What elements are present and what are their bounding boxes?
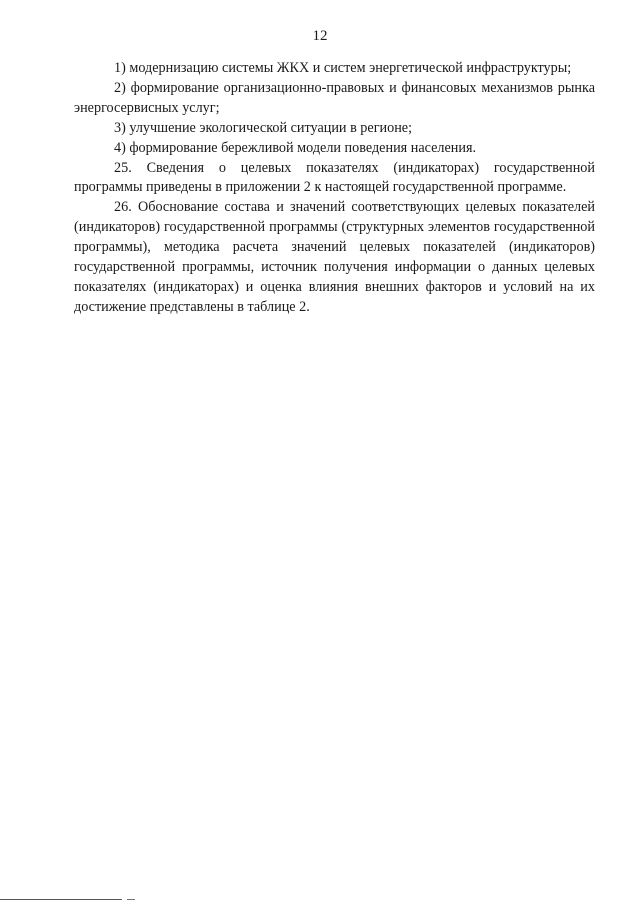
paragraph-25: 25. Сведения о целевых показателях (индикаторах) государственной программы приведены в приложении 2 к настоящей государственной программе. bbox=[74, 159, 595, 196]
page-number: 12 bbox=[312, 28, 328, 44]
paragraph-26: 26. Обоснование состава и значений соответствующих целевых показателей (индикаторов) государственной программы (структурных элементов государственной программы), методика расчета значений целевых показателей (индикаторов) государственной программы, источник получения информации о данных целевых показателях (индикаторах) и оценка влияния внешних факторов и условий на их достижение представлены в таблице 2. bbox=[74, 199, 595, 315]
list-item-3: 3) улучшение экологической ситуации в регионе; bbox=[114, 119, 413, 136]
footer-rule-fragment bbox=[127, 899, 135, 900]
document-body bbox=[74, 59, 595, 318]
list-item-4: 4) формирование бережливой модели поведения населения. bbox=[114, 139, 477, 156]
footer-rule bbox=[0, 899, 122, 900]
list-item-1: 1) модернизацию системы ЖКХ и систем энергетической инфраструктуры; bbox=[114, 60, 572, 76]
list-item-2: 2) формирование организационно-правовых и финансовых механизмов рынка энергосервисных услуг; bbox=[74, 79, 595, 116]
